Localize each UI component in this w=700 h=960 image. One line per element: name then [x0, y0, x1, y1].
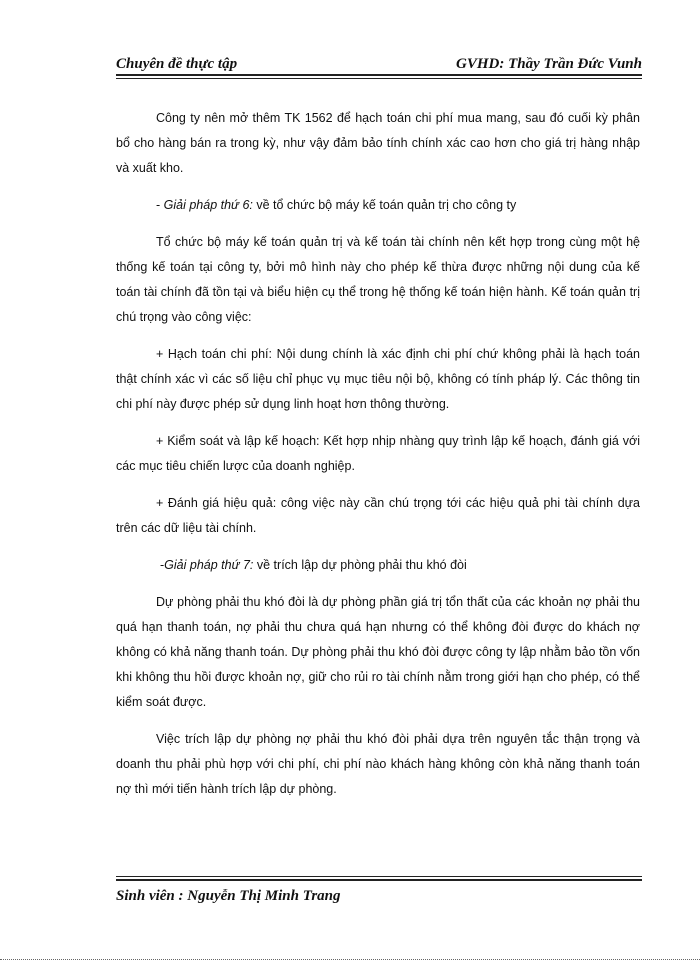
document-body [116, 106, 640, 814]
solution-6-label: Giải pháp thứ 6: [163, 198, 253, 212]
header-right: GVHD: Thầy Trần Đức Vunh [456, 56, 642, 72]
solution-6-text: về tổ chức bộ máy kế toán quản trị cho công ty [252, 198, 517, 212]
page-bottom-border [0, 956, 700, 960]
solution-7-label: Giải pháp thứ 7: [164, 558, 254, 572]
solution-6-prefix: - [156, 198, 164, 212]
paragraph-provision: Việc trích lập dự phòng nợ phải thu khó đòi phải dựa trên nguyên tắc thận trọng và doanh thu phải phù hợp với chi phí, chi phí nào khách hàng không còn khả năng thanh toán nợ thì mới tiến hành trích lập dự phòng. [116, 732, 640, 796]
paragraph-cost-accounting: + Hạch toán chi phí: Nội dung chính là xác định chi phí chứ không phải là hạch toán thật chính xác vì các số liệu chỉ phục vụ mục tiêu nội bộ, không có tính pháp lý. Các thông tin chi phí này được phép sử dụng linh hoạt hơn thông thường. [116, 347, 640, 411]
page-footer: Sinh viên : Nguyễn Thị Minh Trang [116, 888, 341, 904]
solution-7-heading [160, 553, 640, 578]
header-left: Chuyên đề thực tập [116, 56, 238, 72]
footer-rule-thick [116, 879, 642, 881]
page-header [116, 56, 642, 74]
paragraph-bad-debt: Dự phòng phải thu khó đòi là dự phòng phần giá trị tổn thất của các khoản nợ phải thu quá hạn thanh toán, nợ phải thu chưa quá hạn nhưng có thể không đòi được do khách nợ không có khả năng thanh toán. Dự phòng phải thu khó đòi được công ty lập nhằm bảo tồn vốn khi không thu hồi được khoản nợ, giữ cho rủi ro tài chính nằm trong giới hạn cho phép, có thể kiểm soát được. [116, 595, 640, 709]
paragraph-management-accounting: Tổ chức bộ máy kế toán quản trị và kế toán tài chính nên kết hợp trong cùng một hệ thống kế toán tại công ty, bởi mô hình này cho phép kế thừa được những nội dung của kế toán tài chính đã tồn tại và biểu hiện cụ thể trong hệ thống kế toán hiện hành. Kế toán quản trị chú trọng vào công việc: [116, 235, 640, 324]
header-rule-thick [116, 74, 642, 76]
solution-7-prefix: - [160, 558, 165, 572]
paragraph-tk1562: Công ty nên mở thêm TK 1562 để hạch toán chi phí mua mang, sau đó cuối kỳ phân bổ cho hàng bán ra trong kỳ, như vậy đảm bảo tính chính xác cao hơn cho giá trị hàng nhập và xuất kho. [116, 111, 640, 175]
paragraph-control-planning: + Kiểm soát và lập kế hoạch: Kết hợp nhịp nhàng quy trình lập kế hoạch, đánh giá với các mục tiêu chiến lược của doanh nghiệp. [116, 434, 640, 473]
paragraph-performance: + Đánh giá hiệu quả: công việc này cần chú trọng tới các hiệu quả phi tài chính dựa trên các dữ liệu tài chính. [116, 496, 640, 535]
header-rule-thin [116, 78, 642, 79]
solution-6-heading [156, 193, 640, 218]
solution-7-text: về trích lập dự phòng phải thu khó đòi [253, 558, 467, 572]
footer-rule-thin [116, 876, 642, 877]
